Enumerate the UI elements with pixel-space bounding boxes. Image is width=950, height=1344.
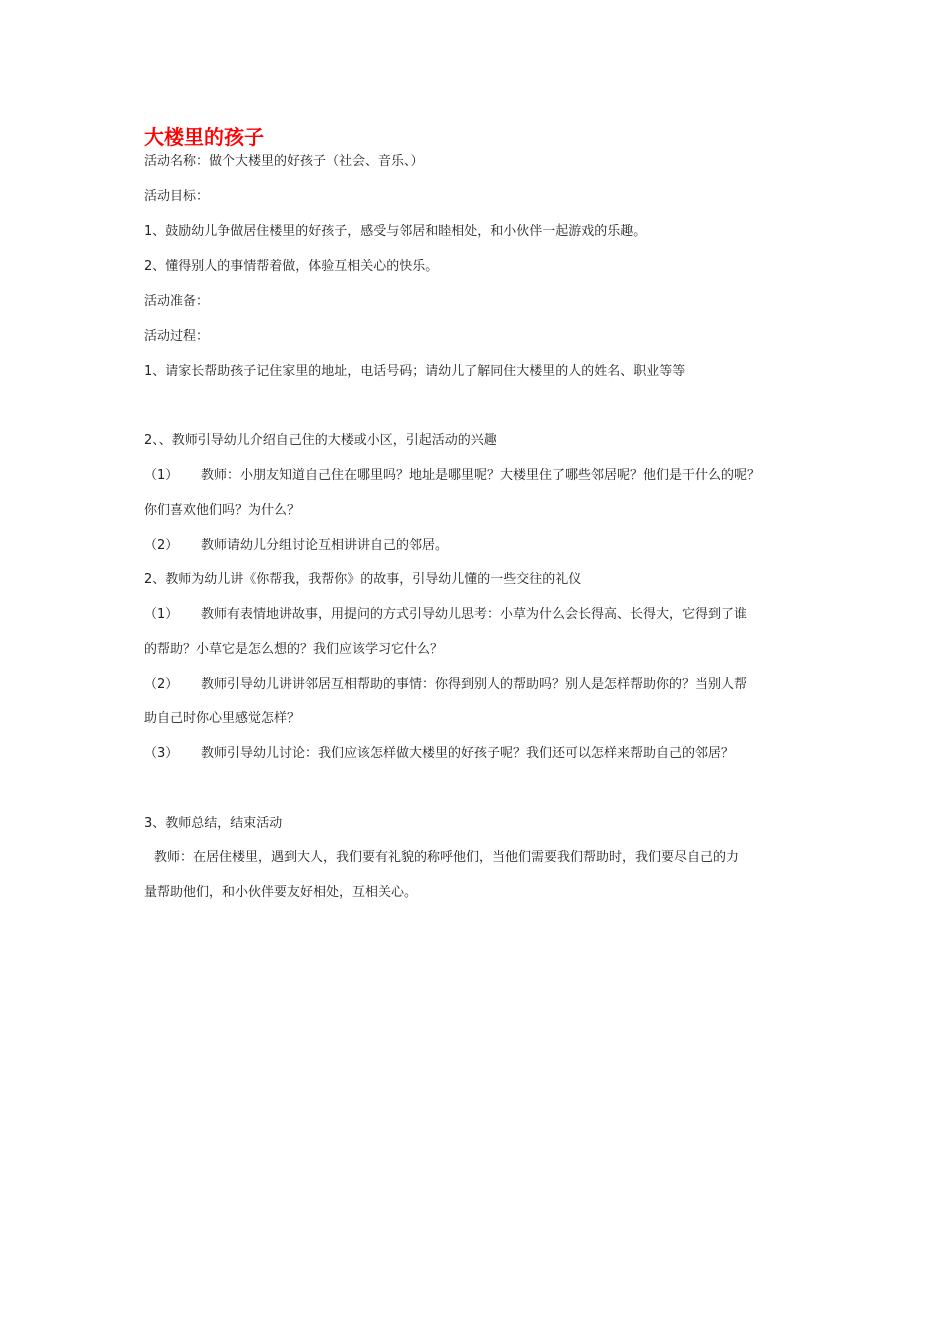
process-step-2-number: 2: [144, 433, 153, 448]
process-step-3-number: 2: [144, 572, 153, 587]
process-step-3-3-index: （3）: [144, 746, 179, 761]
process-step-3-3-text: 教师引导幼儿讨论：我们应该怎样做大楼里的好孩子呢？我们还可以怎样来帮助自己的邻居？: [201, 746, 735, 761]
process-heading: 活动过程：: [144, 329, 210, 344]
process-step-4-text: 、教师总结，结束活动: [152, 816, 283, 831]
process-step-4: [144, 815, 282, 833]
process-step-3-text: 、教师为幼儿讲《你帮我，我帮你》的故事，引导幼儿懂的一些交往的礼仪: [152, 572, 582, 587]
document-title: 大楼里的孩子: [144, 125, 264, 149]
process-step-2-1-index: （1）: [144, 468, 179, 483]
activity-name: 活动名称：做个大楼里的好孩子（社会、音乐、）: [144, 154, 424, 169]
goal-item-2-text: 、懂得别人的事情帮着做，体验互相关心的快乐。: [152, 259, 439, 274]
process-step-2-1-continued: 你们喜欢他们吗？为什么？: [144, 503, 301, 518]
process-step-1-text: 、请家长帮助孩子记住家里的地址，电话号码；请幼儿了解同住大楼里的人的姓名、职业等等: [152, 364, 686, 379]
goal-item-1-text: 、鼓励幼儿争做居住楼里的好孩子，感受与邻居和睦相处，和小伙伴一起游戏的乐趣。: [152, 224, 647, 239]
process-step-3: [144, 571, 581, 589]
process-step-2: [144, 432, 497, 450]
process-step-2-1-text: 教师：小朋友知道自己住在哪里吗？地址是哪里呢？大楼里住了哪些邻居呢？他们是干什么的呢？: [201, 468, 761, 483]
summary-paragraph: 教师：在居住楼里，遇到大人，我们要有礼貌的称呼他们，当他们需要我们帮助时，我们要尽自己的力: [154, 850, 740, 865]
process-step-1-number: 1: [144, 364, 153, 379]
goal-item-1: [144, 223, 646, 241]
summary-paragraph-continued: 量帮助他们，和小伙伴要友好相处，互相关心。: [144, 885, 418, 900]
goal-item-1-number: 1: [144, 224, 153, 239]
prep-heading: 活动准备：: [144, 294, 210, 309]
process-step-2-2-index: （2）: [144, 538, 179, 553]
process-step-3-2-index: （2）: [144, 677, 179, 692]
process-step-3-2-text: 教师引导幼儿讲讲邻居互相帮助的事情：你得到别人的帮助吗？别人是怎样帮助你的？当别人帮: [201, 677, 748, 692]
goal-item-2: [144, 258, 438, 276]
process-step-4-number: 3: [144, 816, 153, 831]
process-step-3-1-continued: 的帮助？小草它是怎么想的？我们应该学习它什么？: [144, 642, 444, 657]
goal-item-2-number: 2: [144, 259, 153, 274]
process-step-3-2: [144, 676, 747, 694]
process-step-2-1: [144, 467, 760, 485]
process-step-3-1-text: 教师有表情地讲故事，用提问的方式引导幼儿思考：小草为什么会长得高、长得大，它得到了谁: [201, 607, 748, 622]
process-step-3-2-continued: 助自己时你心里感觉怎样？: [144, 711, 301, 726]
process-step-3-1: [144, 606, 747, 624]
process-step-3-3: [144, 745, 734, 763]
process-step-2-2-text: 教师请幼儿分组讨论互相讲讲自己的邻居。: [201, 538, 449, 553]
process-step-2-text: 、、教师引导幼儿介绍自己住的大楼或小区，引起活动的兴趣: [152, 433, 497, 448]
goal-heading: 活动目标：: [144, 189, 210, 204]
process-step-3-1-index: （1）: [144, 607, 179, 622]
process-step-2-2: [144, 537, 448, 555]
process-step-1: [144, 363, 685, 381]
